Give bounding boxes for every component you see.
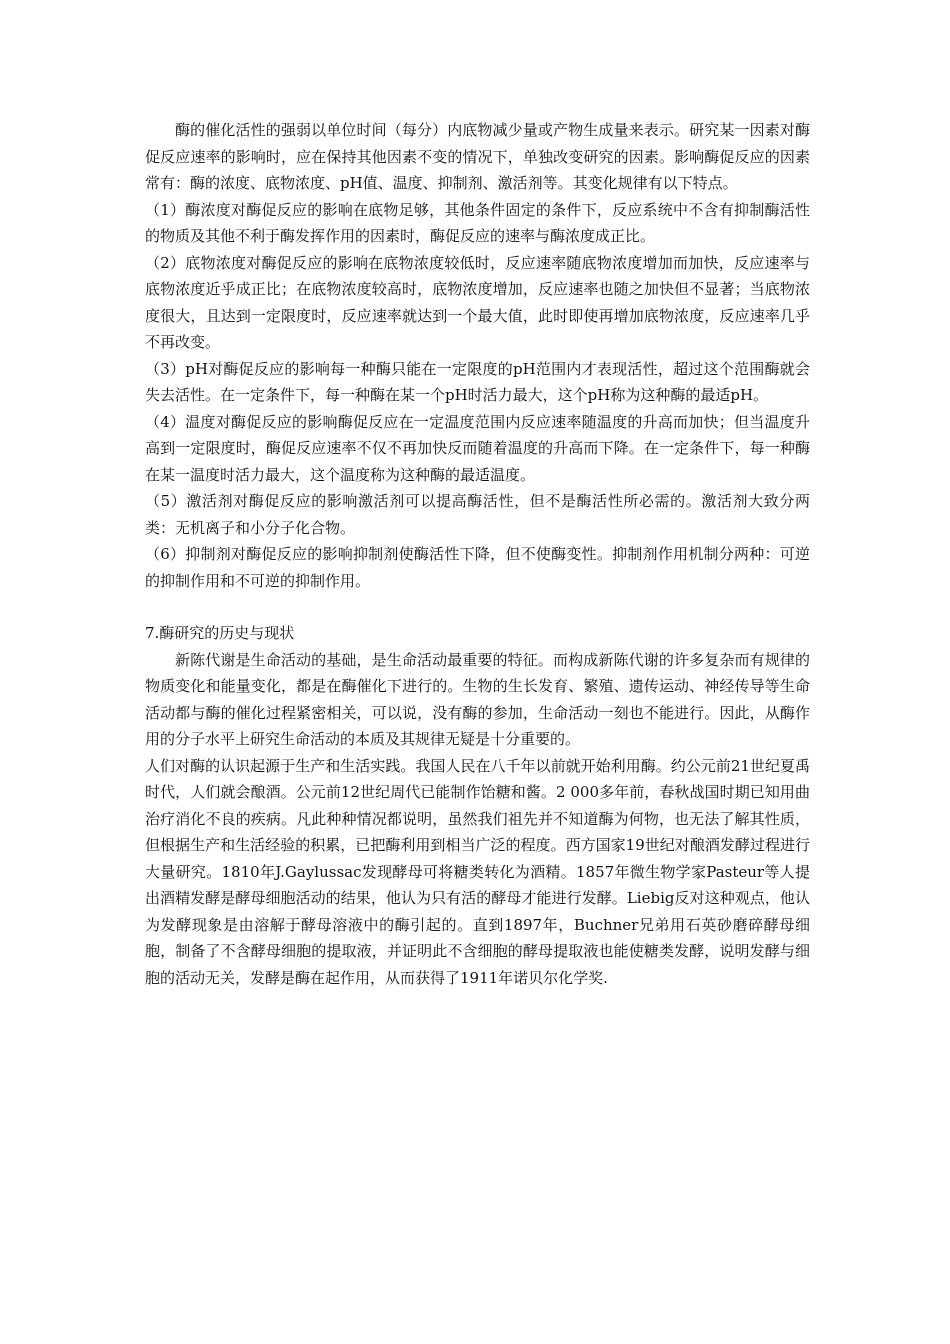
document-body <box>145 117 810 991</box>
intro-paragraph: 酶的催化活性的强弱以单位时间（每分）内底物减少量或产物生成量来表示。研究某一因素对酶促反应速率的影响时，应在保持其他因素不变的情况下，单独改变研究的因素。影响酶促反应的因素常有：酶的浓度、底物浓度、pH值、温度、抑制剂、激活剂等。其变化规律有以下特点。 <box>145 121 810 192</box>
factor-activator-paragraph: （5）激活剂对酶促反应的影响激活剂可以提高酶活性，但不是酶活性所必需的。激活剂大致分两类：无机离子和小分子化合物。 <box>145 492 810 537</box>
metabolism-paragraph: 新陈代谢是生命活动的基础，是生命活动最重要的特征。而构成新陈代谢的许多复杂而有规律的物质变化和能量变化，都是在酶催化下进行的。生物的生长发育、繁殖、遗传运动、神经传导等生命活动都与酶的催化过程紧密相关，可以说，没有酶的参加，生命活动一刻也不能进行。因此，从酶作用的分子水平上研究生命活动的本质及其规律无疑是十分重要的。 <box>145 650 810 748</box>
factor-inhibitor-paragraph: （6）抑制剂对酶促反应的影响抑制剂使酶活性下降，但不使酶变性。抑制剂作用机制分两种：可逆的抑制作用和不可逆的抑制作用。 <box>145 545 810 590</box>
history-paragraph: 人们对酶的认识起源于生产和生活实践。我国人民在八千年以前就开始利用酶。约公元前21世纪夏禹时代，人们就会酿酒。公元前12世纪周代已能制作饴糖和酱。2 000多年前，春秋战国时期已知用曲治疗消化不良的疾病。凡此种种情况都说明，虽然我们祖先并不知道酶为何物，也无法了解其性质，但根据生产和生活经验的积累，已把酶利用到相当广泛的程度。西方国家19世纪对酿酒发酵过程进行大量研究。1810年J.Gaylussac发现酵母可将糖类转化为酒精。1857年微生物学家Pasteur等人提出酒精发酵是酵母细胞活动的结果，他认为只有活的酵母才能进行发酵。Liebig反对这种观点，他认为发酵现象是由溶解于酵母溶液中的酶引起的。直到1897年，Buchner兄弟用石英砂磨碎酵母细胞，制备了不含酵母细胞的提取液，并证明此不含细胞的酵母提取液也能使糖类发酵，说明发酵与细胞的活动无关，发酵是酶在起作用，从而获得了1911年诺贝尔化学奖. <box>145 756 810 987</box>
factor-enzyme-concentration-paragraph: （1）酶浓度对酶促反应的影响在底物足够，其他条件固定的条件下，反应系统中不含有抑制酶活性的物质及其他不利于酶发挥作用的因素时，酶促反应的速率与酶浓度成正比。 <box>145 200 810 245</box>
factor-substrate-concentration-paragraph: （2）底物浓度对酶促反应的影响在底物浓度较低时，反应速率随底物浓度增加而加快，反应速率与底物浓度近乎成正比；在底物浓度较高时，底物浓度增加，反应速率也随之加快但不显著；当底物浓度很大，且达到一定限度时，反应速率就达到一个最大值，此时即使再增加底物浓度，反应速率几乎不再改变。 <box>145 253 810 351</box>
section-heading: 7.酶研究的历史与现状 <box>145 624 295 642</box>
factor-ph-paragraph: （3）pH对酶促反应的影响每一种酶只能在一定限度的pH范围内才表现活性，超过这个范围酶就会失去活性。在一定条件下，每一种酶在某一个pH时活力最大，这个pH称为这种酶的最适pH。 <box>145 359 810 404</box>
factor-temperature-paragraph: （4）温度对酶促反应的影响酶促反应在一定温度范围内反应速率随温度的升高而加快；但当温度升高到一定限度时，酶促反应速率不仅不再加快反而随着温度的升高而下降。在一定条件下，每一种酶在某一温度时活力最大，这个温度称为这种酶的最适温度。 <box>145 412 810 484</box>
